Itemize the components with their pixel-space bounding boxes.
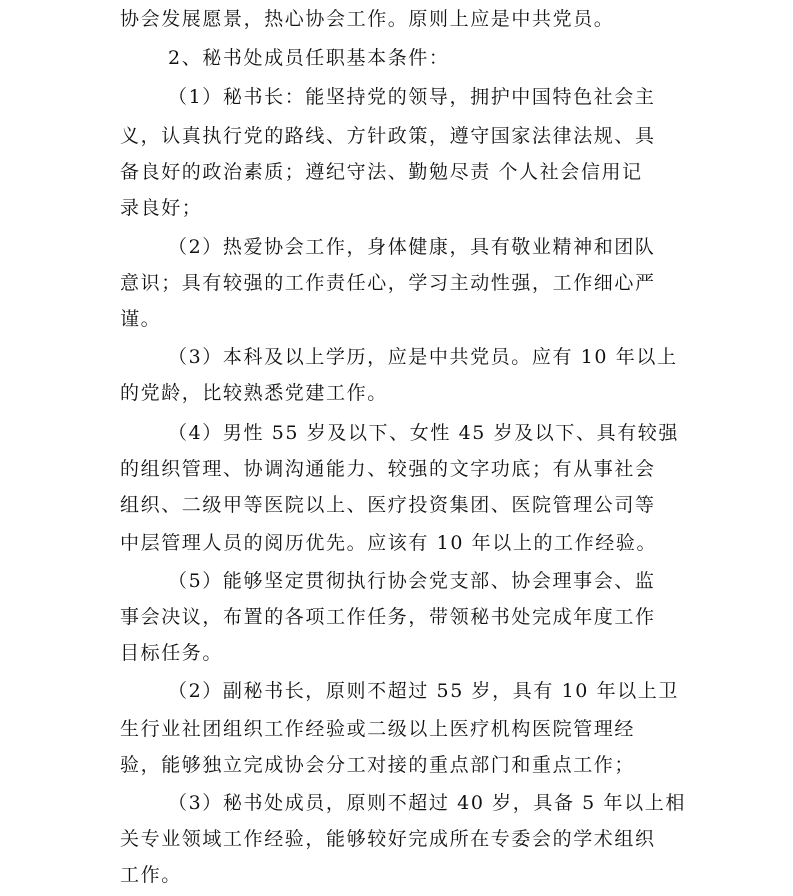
text-line: （4）男性 55 岁及以下、女性 45 岁及以下、具有较强	[168, 422, 680, 444]
text-line: 录良好；	[120, 197, 203, 219]
text-line: （3）本科及以上学历，应是中共党员。应有 10 年以上	[168, 346, 678, 368]
text-line: 验，能够独立完成协会分工对接的重点部门和重点工作；	[120, 754, 636, 776]
text-line: 的组织管理、协调沟通能力、较强的文字功底；有从事社会	[120, 458, 656, 480]
text-line: 目标任务。	[120, 642, 224, 664]
text-line: 组织、二级甲等医院以上、医疗投资集团、医院管理公司等	[120, 494, 656, 516]
text-line: 关专业领域工作经验，能够较好完成所在专委会的学术组织	[120, 828, 656, 850]
text-line: （1）秘书长：能坚持党的领导，拥护中国特色社会主	[168, 86, 656, 108]
text-line: 生行业社团组织工作经验或二级以上医疗机构医院管理经	[120, 718, 636, 740]
section-heading: 2、秘书处成员任职基本条件：	[168, 47, 450, 69]
text-line: 备良好的政治素质；遵纪守法、勤勉尽责 个人社会信用记	[120, 161, 643, 183]
text-line: （2）热爱协会工作，身体健康，具有敬业精神和团队	[168, 236, 656, 258]
text-line: 意识；具有较强的工作责任心，学习主动性强，工作细心严	[120, 272, 656, 294]
text-line: 的党龄，比较熟悉党建工作。	[120, 382, 388, 404]
text-line: 义，认真执行党的路线、方针政策，遵守国家法律法规、具	[120, 125, 656, 147]
text-line: 中层管理人员的阅历优先。应该有 10 年以上的工作经验。	[120, 532, 658, 554]
text-line: （3）秘书处成员，原则不超过 40 岁，具备 5 年以上相	[168, 792, 686, 814]
text-line: 工作。	[120, 864, 182, 886]
text-line: 谨。	[120, 308, 162, 330]
text-line: （2）副秘书长，原则不超过 55 岁，具有 10 年以上卫	[168, 680, 680, 702]
text-line: （5）能够坚定贯彻执行协会党支部、协会理事会、监	[168, 570, 656, 592]
text-line: 协会发展愿景，热心协会工作。原则上应是中共党员。	[120, 8, 615, 30]
text-line: 事会决议，布置的各项工作任务，带领秘书处完成年度工作	[120, 606, 656, 628]
